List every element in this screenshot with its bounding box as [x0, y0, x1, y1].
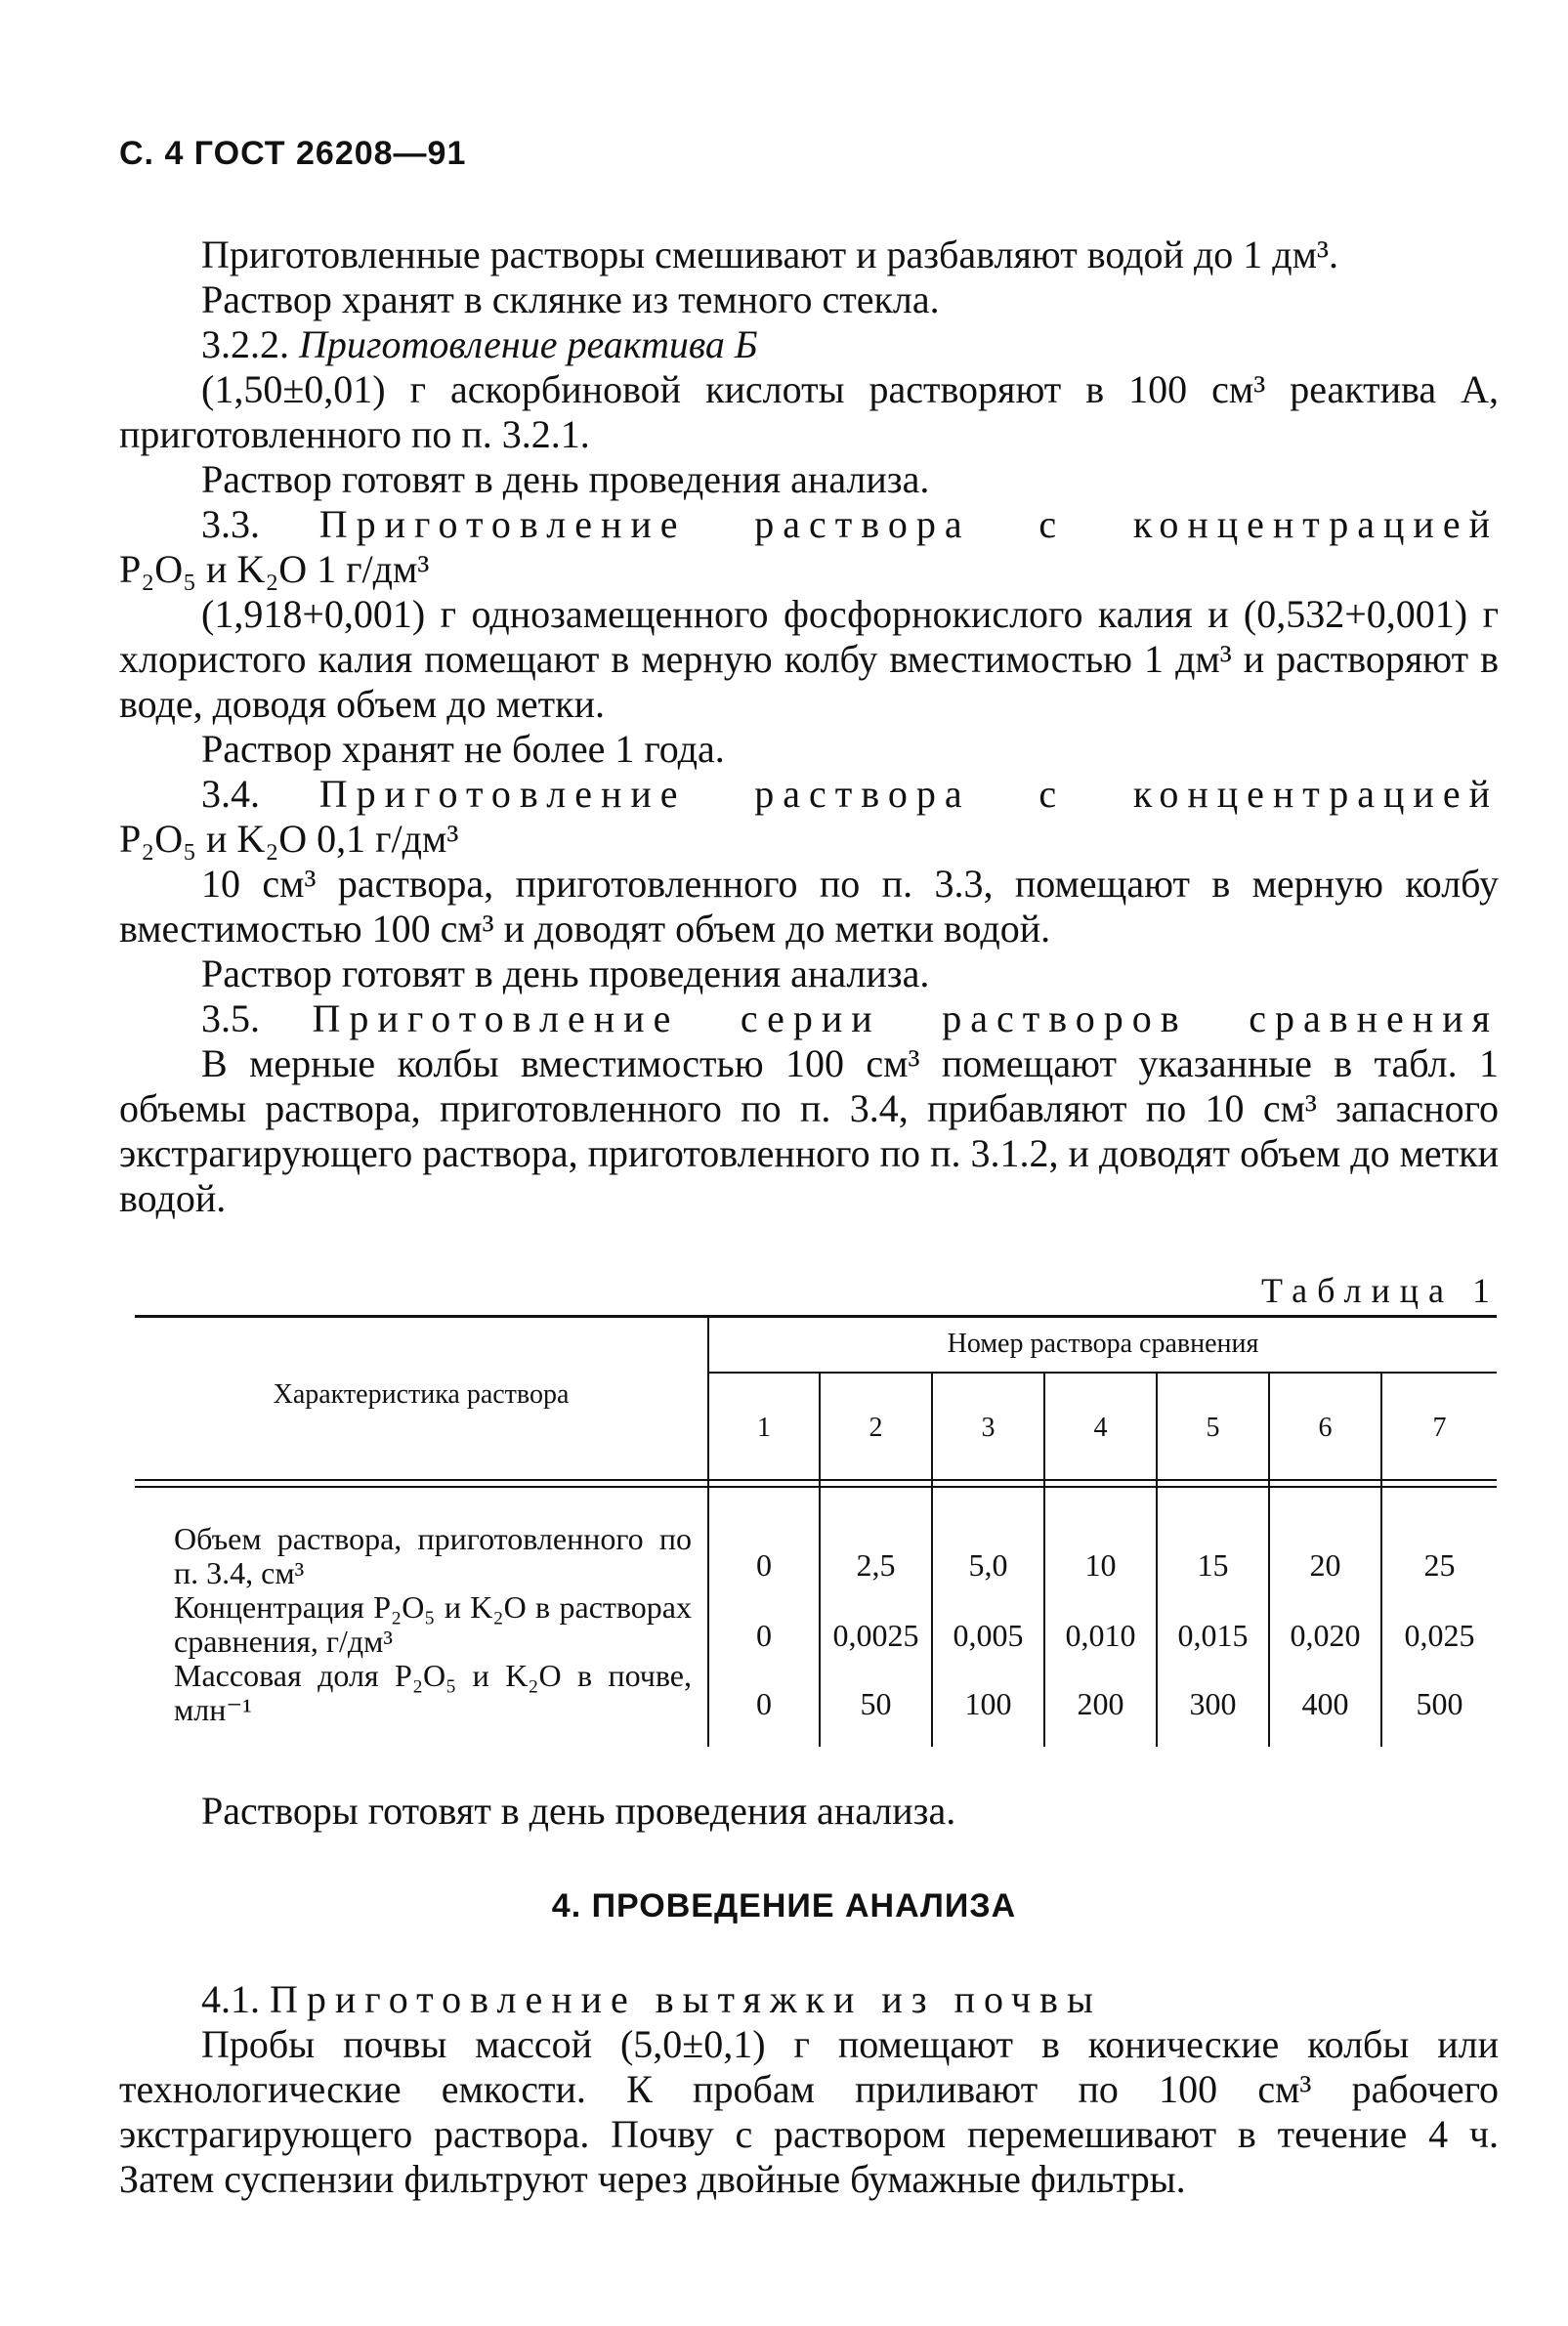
paragraph-after-table: Растворы готовят в день проведения анализа. — [201, 1789, 956, 1833]
table-cell: 0 — [756, 1618, 772, 1653]
subsection-number: 3.2.2. — [201, 322, 289, 366]
table-cell: 15 — [1197, 1547, 1229, 1583]
subsection-heading — [119, 996, 1499, 1041]
paragraph: Раствор хранят в склянке из темного стекла. — [201, 277, 940, 321]
subsection-title-tail: P₂O₅ и K₂O 1 г/дм³ — [119, 547, 430, 591]
table-cell: 400 — [1301, 1686, 1349, 1721]
table-cell: 2,5 — [856, 1547, 896, 1583]
column-number: 5 — [1206, 1413, 1220, 1443]
paragraph: Приготовленные растворы смешивают и разбавляют водой до 1 дм³. — [201, 233, 1338, 276]
row-label-mass-fraction: Массовая доля P₂O₅ и K₂O в почве, млн⁻¹ — [174, 1658, 692, 1727]
table-cell: 0,010 — [1065, 1618, 1136, 1653]
paragraph: В мерные колбы вместимостью 100 см³ помещают указанные в табл. 1 объемы раствора, приготовленного по п. 3.4, прибавляют по 10 см³ запасного экстрагирующего раствора, приготовленного по п. 3.1.2, и доводят объем до метки водой. — [119, 1041, 1499, 1220]
table-cell: 100 — [964, 1686, 1012, 1721]
column-number: 4 — [1093, 1413, 1108, 1443]
subsection-number: 3.3. — [201, 502, 260, 546]
section-heading: 4. ПРОВЕДЕНИЕ АНАЛИЗА — [551, 1887, 1017, 1924]
table-cell: 500 — [1416, 1686, 1463, 1721]
body-text-top — [119, 233, 1499, 1221]
column-number: 3 — [981, 1413, 996, 1443]
subsection-heading — [119, 502, 1499, 547]
subsection-title: Приготовление реактива Б — [299, 322, 758, 366]
table-cell: 0,020 — [1290, 1618, 1361, 1653]
subsection-title: Приготовление серии растворов сравнения — [312, 996, 1499, 1040]
table-cell: 0,015 — [1177, 1618, 1249, 1653]
subsection-number: 3.5. — [201, 996, 260, 1040]
paragraph: Раствор готовят в день проведения анализа. — [201, 952, 930, 995]
table-header-rule — [135, 1479, 1497, 1481]
table-cell: 0,0025 — [832, 1618, 919, 1653]
paragraph: (1,50±0,01) г аскорбиновой кислоты растворяют в 100 см³ реактива А, приготовленного по п. 3.2.1. — [119, 367, 1499, 456]
subsection-title: Приготовление раствора с концентрацией — [318, 502, 1499, 546]
table-cell: 200 — [1077, 1686, 1124, 1721]
subsection-title: Приготовление раствора с концентрацией — [318, 772, 1499, 816]
subsection-heading — [119, 1977, 1499, 2022]
paragraph: (1,918+0,001) г однозамещенного фосфорнокислого калия и (0,532+0,001) г хлористого калия помещают в мерную колбу вместимостью 1 дм³ и растворяют в воде, доводя объем до метки. — [119, 592, 1499, 726]
table-top-rule — [135, 1315, 1497, 1318]
table-cell: 0,025 — [1404, 1618, 1475, 1653]
column-number: 2 — [869, 1413, 883, 1443]
subsection-heading — [119, 322, 1499, 367]
table-cell: 0 — [756, 1547, 772, 1583]
column-number: 1 — [757, 1413, 771, 1443]
subsection-title: Приготовление вытяжки из почвы — [270, 1977, 1102, 2021]
table-cell: 0,005 — [953, 1618, 1024, 1653]
column-header-characteristic: Характеристика раствора — [273, 1379, 570, 1410]
table-cell: 300 — [1189, 1686, 1237, 1721]
table-group-rule — [707, 1372, 1497, 1374]
table-cell: 5,0 — [968, 1547, 1008, 1583]
table-cell: 0 — [756, 1686, 772, 1721]
paragraph: 10 см³ раствора, приготовленного по п. 3.3, помещают в мерную колбу вместимостью 100 см³ и доводят объем до метки водой. — [119, 862, 1499, 951]
column-header-group: Номер раствора сравнения — [947, 1329, 1259, 1359]
data-table — [135, 1315, 1497, 1747]
subsection-number: 4.1. — [201, 1977, 260, 2021]
page-header: С. 4 ГОСТ 26208—91 — [119, 135, 467, 172]
row-label-concentration: Концентрация P₂O₅ и K₂O в растворах сравнения, г/дм³ — [174, 1589, 692, 1659]
subsection-number: 3.4. — [201, 772, 260, 816]
subsection-heading — [119, 772, 1499, 817]
subsection-title-tail: P₂O₅ и K₂O 0,1 г/дм³ — [119, 817, 459, 861]
table-cell: 25 — [1423, 1547, 1456, 1583]
body-text-bottom — [119, 1977, 1499, 2202]
table-cell: 50 — [860, 1686, 892, 1721]
table-column-line — [707, 1315, 709, 1747]
table-caption: Таблица 1 — [1261, 1271, 1500, 1310]
table-cell: 20 — [1309, 1547, 1341, 1583]
paragraph: Раствор хранят не более 1 года. — [201, 727, 725, 771]
column-number: 6 — [1318, 1413, 1333, 1443]
row-label-volume: Объем раствора, приготовленного по п. 3.4, см³ — [174, 1521, 692, 1590]
table-header-rule — [135, 1486, 1497, 1488]
paragraph: Раствор готовят в день проведения анализа. — [201, 457, 930, 501]
column-number: 7 — [1432, 1413, 1447, 1443]
paragraph: Пробы почвы массой (5,0±0,1) г помещают в конические колбы или технологические емкости. К пробам приливают по 100 см³ рабочего экстрагирующего раствора. Почву с раствором перемешивают в течение 4 ч. Затем суспензии фильтруют через двойные бумажные фильтры. — [119, 2022, 1499, 2201]
table-cell: 10 — [1084, 1547, 1117, 1583]
